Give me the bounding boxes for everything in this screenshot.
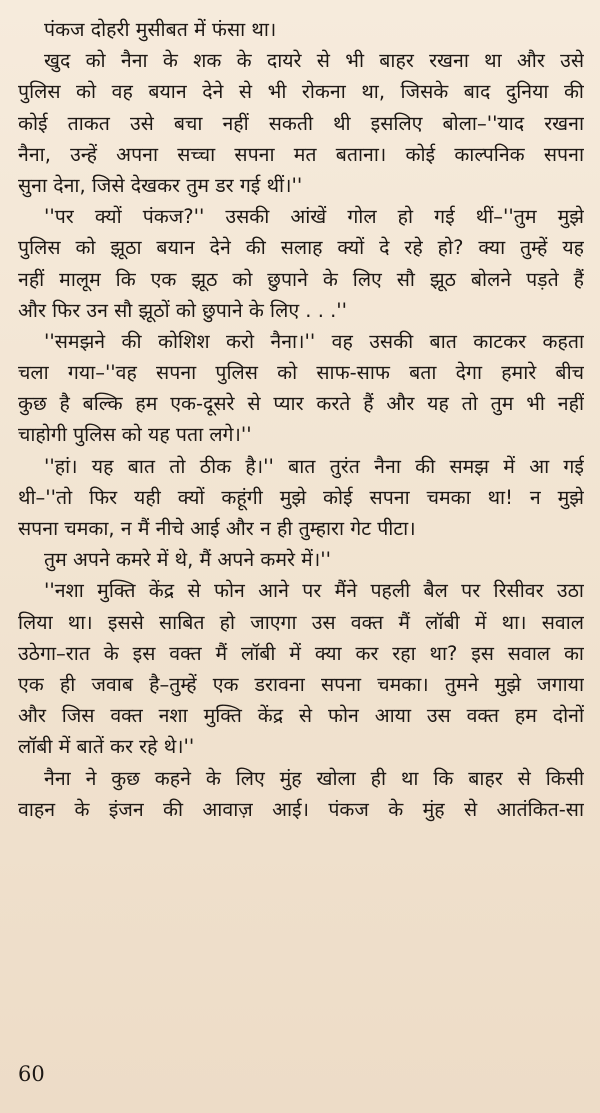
text-line: नैना ने कुछ कहने के लिए मुंह खोला ही था कि बाहर से किसी bbox=[44, 766, 584, 790]
text-line: तुम अपने कमरे में थे, मैं अपने कमरे में।'' bbox=[44, 548, 331, 572]
text-line: खुद को नैना के शक के दायरे से भी बाहर रखना था और उसे bbox=[44, 49, 584, 73]
text-line: पुलिस को वह बयान देने से भी रोकना था, जिसके बाद दुनिया की bbox=[18, 80, 584, 104]
text-line: एक ही जवाब है–तुम्हें एक डरावना सपना चमका। तुमने मुझे जगाया bbox=[18, 672, 584, 696]
text-line: कोई ताकत उसे बचा नहीं सकती थी इसलिए बोला–''याद रखना bbox=[18, 111, 584, 135]
text-line: उठेगा–रात के इस वक्त मैं लॉबी में क्या कर रहा था? इस सवाल का bbox=[18, 641, 584, 665]
text-line: सपना चमका, न मैं नीचे आई और न ही तुम्हारा गेट पीटा। bbox=[18, 517, 416, 540]
text-line: ''पर क्यों पंकज?'' उसकी आंखें गोल हो गई थीं–''तुम मुझे bbox=[44, 205, 584, 229]
text-line: वाहन के इंजन की आवाज़ आई। पंकज के मुंह से आतंकित-सा bbox=[18, 797, 584, 821]
text-line: ''हां। यह बात तो ठीक है।'' बात तुरंत नैना की समझ में आ गई bbox=[44, 454, 584, 478]
text-line: नैना, उन्हें अपना सच्चा सपना मत बताना। कोई काल्पनिक सपना bbox=[18, 142, 584, 166]
text-line: लॉबी में बातें कर रहे थे।'' bbox=[18, 735, 195, 759]
text-line: ''नशा मुक्ति केंद्र से फोन आने पर मैंने पहली बैल पर रिसीवर उठा bbox=[44, 579, 584, 603]
text-line: लिया था। इससे साबित हो जाएगा उस वक्त मैं लॉबी में था। सवाल bbox=[18, 610, 584, 634]
text-line: पुलिस को झूठा बयान देने की सलाह क्यों दे रहे हो? क्या तुम्हें यह bbox=[18, 236, 584, 260]
text-line: नहीं मालूम कि एक झूठ को छुपाने के लिए सौ झूठ बोलने पड़ते हैं bbox=[18, 267, 584, 291]
text-line: ''समझने की कोशिश करो नैना।'' वह उसकी बात काटकर कहता bbox=[44, 329, 584, 353]
body-text bbox=[18, 14, 584, 825]
text-line: चाहोगी पुलिस को यह पता लगे।'' bbox=[18, 423, 252, 447]
text-line: और फिर उन सौ झूठों को छुपाने के लिए . . .'' bbox=[18, 298, 348, 322]
text-line: कुछ है बल्कि हम एक-दूसरे से प्यार करते हैं और यह तो तुम भी नहीं bbox=[18, 392, 584, 416]
text-line: और जिस वक्त नशा मुक्ति केंद्र से फोन आया उस वक्त हम दोनों bbox=[18, 704, 584, 728]
page-number: 60 bbox=[18, 1062, 45, 1086]
text-line: थी–''तो फिर यही क्यों कहूंगी मुझे कोई सपना चमका था! न मुझे bbox=[18, 485, 584, 509]
text-line: सुना देना, जिसे देखकर तुम डर गई थीं।'' bbox=[18, 173, 303, 197]
text-line: चला गया–''वह सपना पुलिस को साफ-साफ बता देगा हमारे बीच bbox=[18, 361, 584, 385]
text-line: पंकज दोहरी मुसीबत में फंसा था। bbox=[44, 18, 277, 41]
